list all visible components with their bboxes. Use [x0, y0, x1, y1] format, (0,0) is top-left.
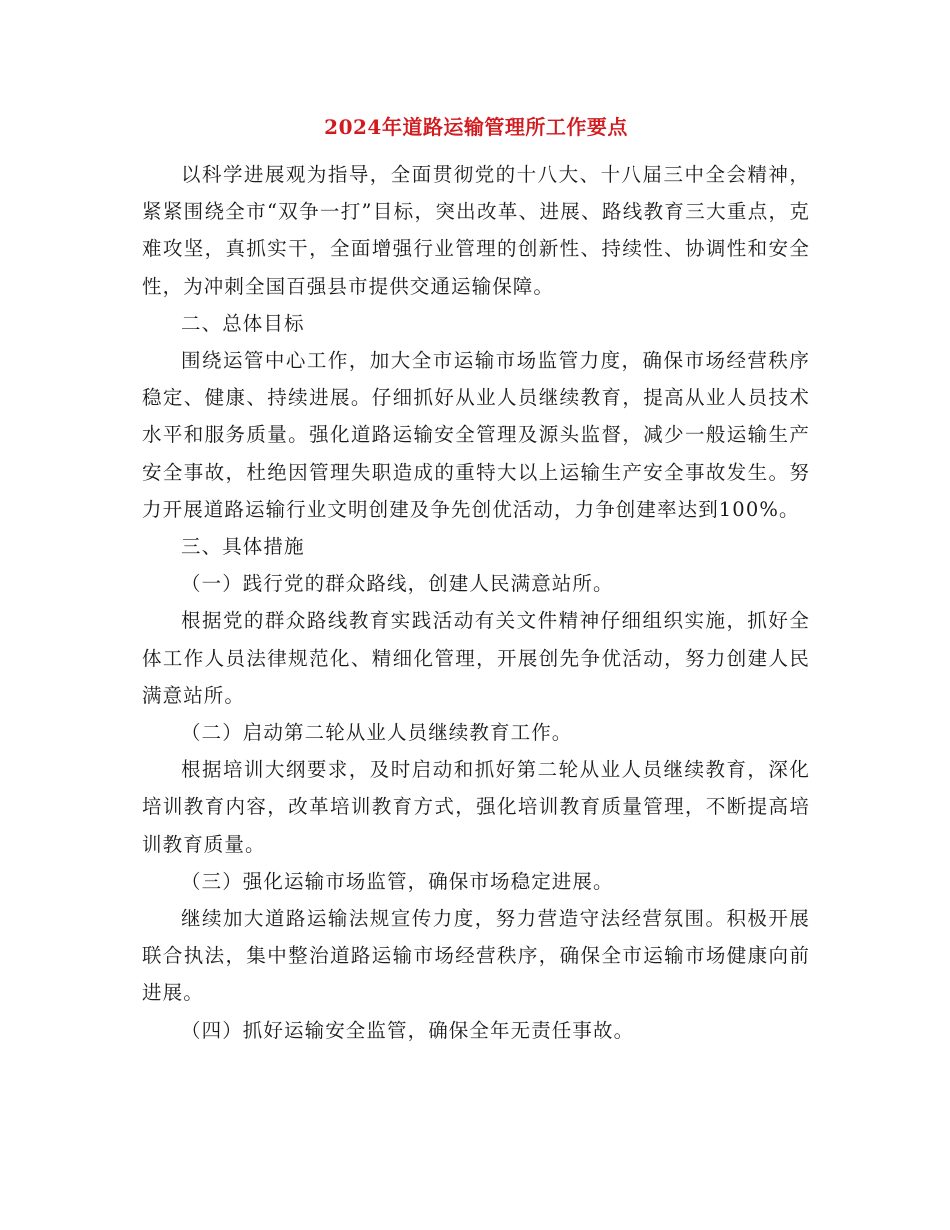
measure-2-paragraph: 根据培训大纲要求，及时启动和抓好第二轮从业人员继续教育，深化培训教育内容，改革培训教育方式，强化培训教育质量管理，不断提高培训教育质量。 — [142, 758, 810, 856]
measure-4-heading: （四）抓好运输安全监管，确保全年无责任事故。 — [181, 1018, 635, 1042]
section-heading-overall-goals: 二、总体目标 — [181, 311, 305, 335]
measure-3-paragraph: 继续加大道路运输法规宣传力度，努力营造守法经营氛围。积极开展联合执法，集中整治道路运输市场经营秩序，确保全市运输市场健康向前进展。 — [142, 907, 810, 1005]
measure-2-heading: （二）启动第二轮从业人员继续教育工作。 — [181, 721, 573, 745]
intro-paragraph: 以科学进展观为指导，全面贯彻党的十八大、十八届三中全会精神，紧紧围绕全市“双争一打”目标，突出改革、进展、路线教育三大重点，克难攻坚，真抓实干，全面增强行业管理的创新性、持续性、协调性和安全性，为冲刺全国百强县市提供交通运输保障。 — [142, 163, 810, 298]
measure-1-heading: （一）践行党的群众路线，创建人民满意站所。 — [181, 572, 614, 596]
section-heading-measures: 三、具体措施 — [181, 535, 305, 559]
measure-1-paragraph: 根据党的群众路线教育实践活动有关文件精神仔细组织实施，抓好全体工作人员法律规范化、精细化管理，开展创先争优活动，努力创建人民满意站所。 — [142, 609, 810, 707]
document-body — [142, 156, 810, 1049]
overall-goals-paragraph: 围绕运管中心工作，加大全市运输市场监管力度，确保市场经营秩序稳定、健康、持续进展。仔细抓好从业人员继续教育，提高从业人员技术水平和服务质量。强化道路运输安全管理及源头监督，减少一般运输生产安全事故，杜绝因管理失职造成的重特大以上运输生产安全事故发生。努力开展道路运输行业文明创建及争先创优活动，力争创建率达到100%。 — [142, 349, 810, 521]
document-title: 2024年道路运输管理所工作要点 — [324, 115, 628, 139]
measure-3-heading: （三）强化运输市场监管，确保市场稳定进展。 — [181, 869, 614, 893]
